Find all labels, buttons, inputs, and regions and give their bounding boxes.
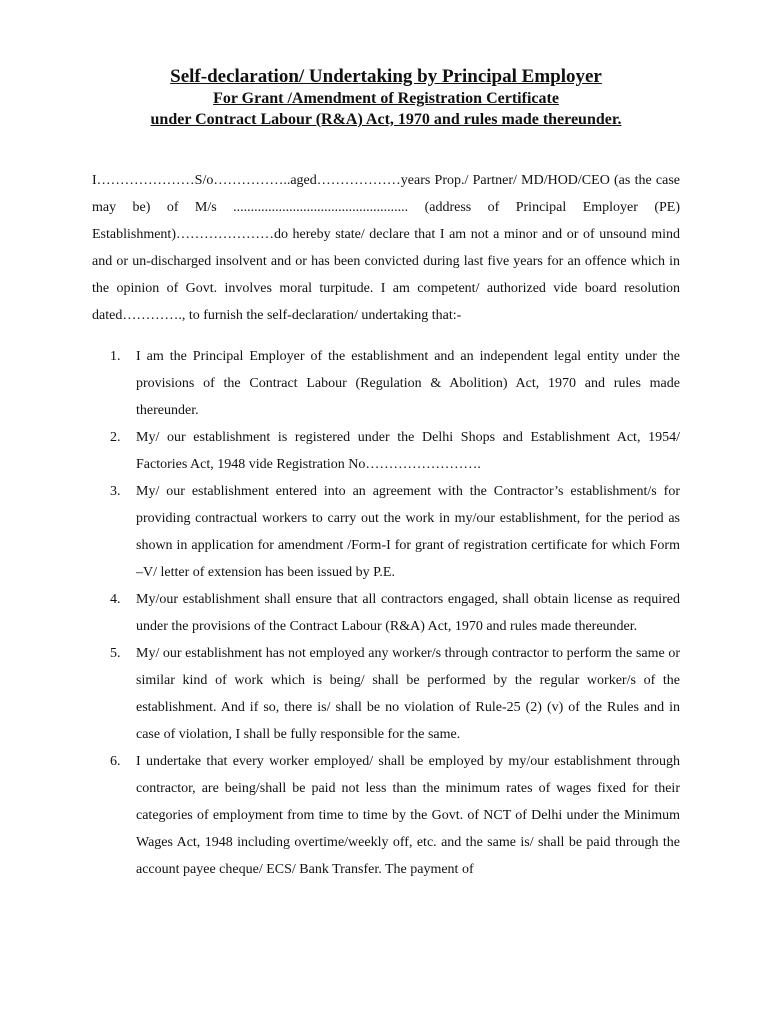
- list-item-number: 6.: [110, 754, 121, 769]
- list-item-text: I undertake that every worker employed/ shall be employed by my/our establishment through contractor, are being/shall be paid not less than the minimum rates of wages fixed for their categories of employment from time to time by the Govt. of NCT of Delhi under the Minimum Wages Act, 1948 including overtime/weekly off, etc. and the same is/ shall be paid through the account payee cheque/ ECS/ Bank Transfer. The payment of: [136, 754, 680, 877]
- undertaking-list: [92, 343, 680, 883]
- list-item-number: 1.: [110, 349, 121, 364]
- list-item-text: My/ our establishment is registered under the Delhi Shops and Establishment Act, 1954/ Factories Act, 1948 vide Registration No…………………….: [136, 430, 680, 472]
- list-item-number: 4.: [110, 592, 121, 607]
- list-item: [92, 343, 680, 424]
- list-item-text: My/ our establishment has not employed any worker/s through contractor to perform the same or similar kind of work which is being/ shall be performed by the regular worker/s of the establishment. And if so, there is/ shall be no violation of Rule-25 (2) (v) of the Rules and in case of violation, I shall be fully responsible for the same.: [136, 646, 680, 742]
- list-item: [92, 586, 680, 640]
- list-item-text: I am the Principal Employer of the establishment and an independent legal entity under the provisions of the Contract Labour (Regulation & Abolition) Act, 1970 and rules made thereunder.: [136, 349, 680, 418]
- document-title: Self-declaration/ Undertaking by Principal Employer: [170, 66, 602, 87]
- list-item: [92, 424, 680, 478]
- document-subtitle-grant: For Grant /Amendment of Registration Certificate: [213, 90, 559, 107]
- list-item-text: My/ our establishment entered into an agreement with the Contractor’s establishment/s for providing contractual workers to carry out the work in my/our establishment, for the period as shown in application for amendment /Form-I for grant of registration certificate for which Form –V/ letter of extension has been issued by P.E.: [136, 484, 680, 580]
- declaration-intro: I…………………S/o……………..aged………………years Prop./ Partner/ MD/HOD/CEO (as the case may be) of M/s .................................................. (address of Principal Employer (PE) Establishment)…………………do hereby state/ declare that I am not a minor and or of unsound mind and or un-discharged insolvent and or has been convicted during last five years for an offence which in the opinion of Govt. involves moral turpitude. I am competent/ authorized vide board resolution dated…………., to furnish the self-declaration/ undertaking that:-: [92, 173, 680, 323]
- list-item: [92, 640, 680, 748]
- list-item-number: 3.: [110, 484, 121, 499]
- list-item-number: 5.: [110, 646, 121, 661]
- list-item: [92, 748, 680, 883]
- list-item: [92, 478, 680, 586]
- list-item-number: 2.: [110, 430, 121, 445]
- document-subtitle-act: under Contract Labour (R&A) Act, 1970 and rules made thereunder.: [150, 111, 622, 128]
- list-item-text: My/our establishment shall ensure that all contractors engaged, shall obtain license as required under the provisions of the Contract Labour (R&A) Act, 1970 and rules made thereunder.: [136, 592, 680, 634]
